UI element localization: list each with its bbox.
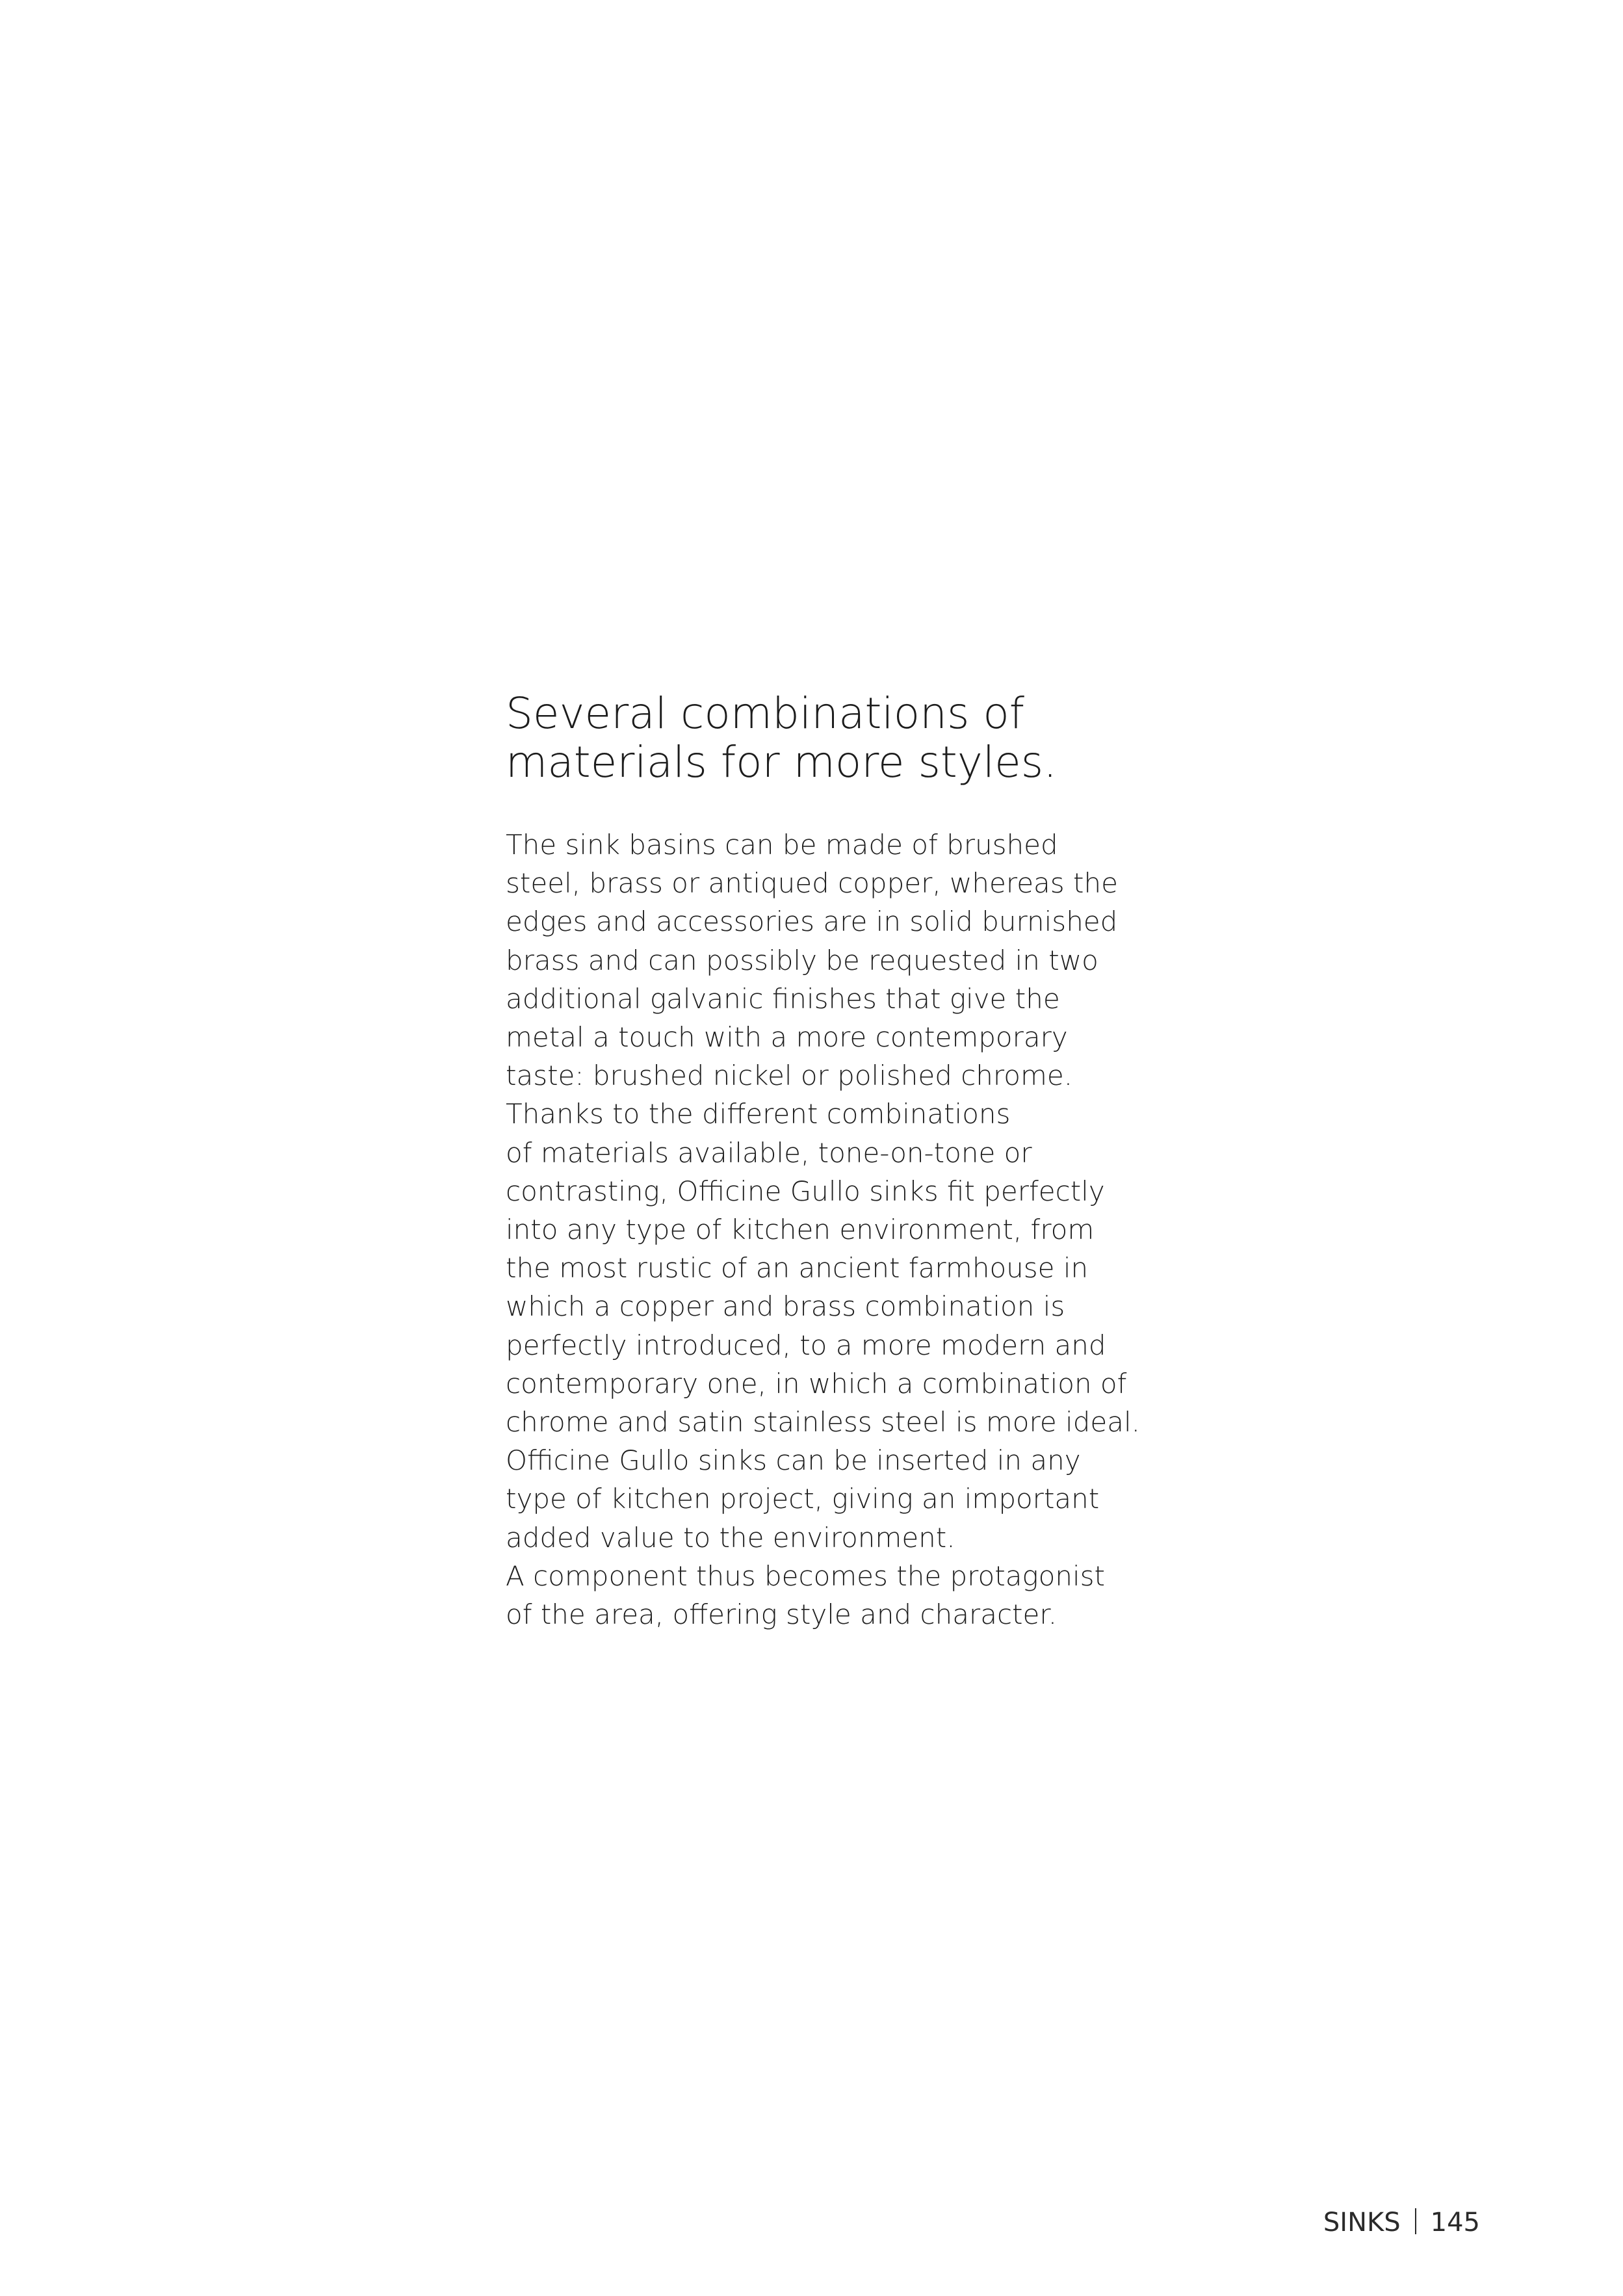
body-line: A component thus becomes the protagonist	[506, 1559, 1105, 1592]
body-line: of the area, offering style and character.	[506, 1598, 1058, 1631]
body-line: steel, brass or antiqued copper, whereas the	[506, 867, 1118, 900]
section-heading	[506, 689, 1221, 787]
body-line: which a copper and brass combination is	[506, 1290, 1065, 1323]
body-line: contemporary one, in which a combination of	[506, 1367, 1127, 1400]
heading-line: materials for more styles.	[506, 737, 1058, 787]
body-line: Officine Gullo sinks can be inserted in any	[506, 1444, 1081, 1477]
page-number: 145	[1430, 2208, 1480, 2237]
body-line: edges and accessories are in solid burnished	[506, 906, 1118, 938]
body-line: metal a touch with a more contemporary	[506, 1021, 1068, 1054]
body-line: contrasting, Officine Gullo sinks fit perfectly	[506, 1175, 1105, 1207]
body-line: type of kitchen project, giving an important	[506, 1483, 1100, 1515]
body-line: chrome and satin stainless steel is more ideal.	[506, 1406, 1140, 1439]
body-line: brass and can possibly be requested in two	[506, 944, 1098, 976]
footer-divider	[1415, 2208, 1416, 2234]
body-line: Thanks to the different combinations	[506, 1098, 1011, 1130]
heading-line: Several combinations of	[506, 688, 1024, 738]
body-line: taste: brushed nickel or polished chrome.	[506, 1060, 1073, 1092]
body-paragraph	[506, 826, 1221, 1634]
footer-section-label: SINKS	[1323, 2208, 1401, 2237]
body-line: into any type of kitchen environment, from	[506, 1214, 1095, 1246]
body-line: added value to the environment.	[506, 1521, 955, 1554]
body-line: the most rustic of an ancient farmhouse in	[506, 1252, 1089, 1285]
body-line: of materials available, tone-on-tone or	[506, 1136, 1032, 1169]
body-line: perfectly introduced, to a more modern and	[506, 1329, 1106, 1361]
body-line: additional galvanic finishes that give the	[506, 982, 1060, 1015]
page-footer	[1323, 2207, 1480, 2238]
body-line: The sink basins can be made of brushed	[506, 829, 1058, 861]
